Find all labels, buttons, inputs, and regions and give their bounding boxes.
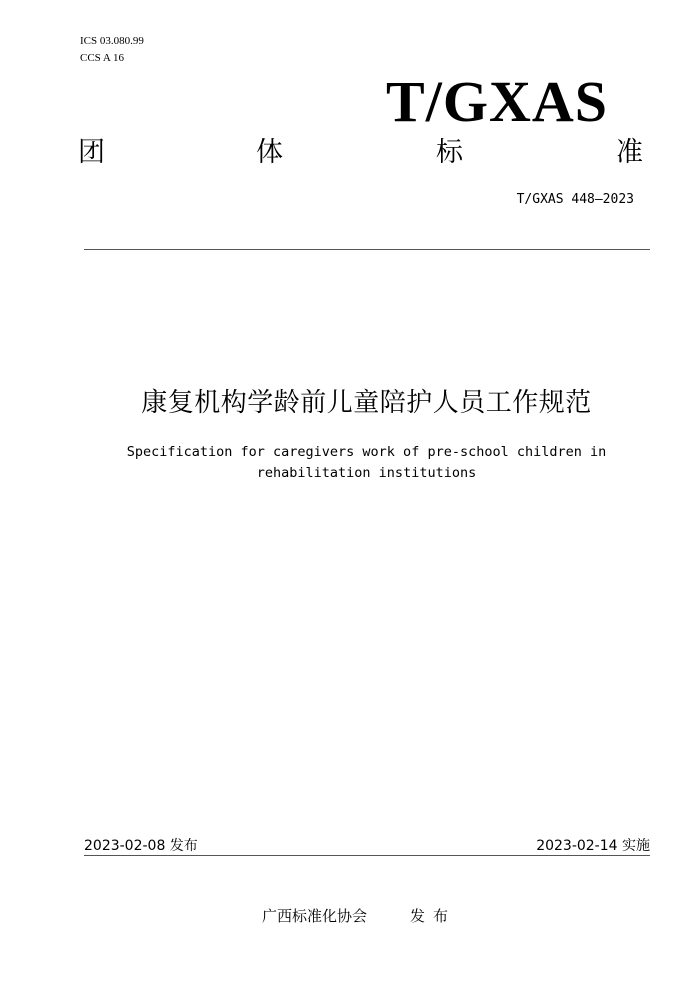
standard-type-char: 准 [616,137,643,168]
document-title-en [0,442,700,484]
publisher-suffix: 发布 [410,907,457,925]
footer-divider [84,855,650,856]
standard-logo: T/GXAS [386,69,608,134]
title-en-line: Specification for caregivers work of pre-school children in [126,444,607,460]
standard-type-char: 团 [78,137,105,168]
document-title-zh: 康复机构学龄前儿童陪护人员工作规范 [141,388,592,418]
publish-date: 2023-02-08 发布 [84,838,198,854]
ics-code: ICS 03.080.99 [80,35,144,47]
standard-code: T/GXAS 448—2023 [516,192,634,207]
standard-type-char: 体 [256,137,283,168]
standard-type-char: 标 [436,137,463,168]
title-en-line: rehabilitation institutions [256,465,477,481]
header-divider [84,249,650,250]
ccs-code: CCS A 16 [80,52,125,64]
implement-date: 2023-02-14 实施 [536,838,650,854]
publisher-name: 广西标准化协会 [262,907,368,925]
